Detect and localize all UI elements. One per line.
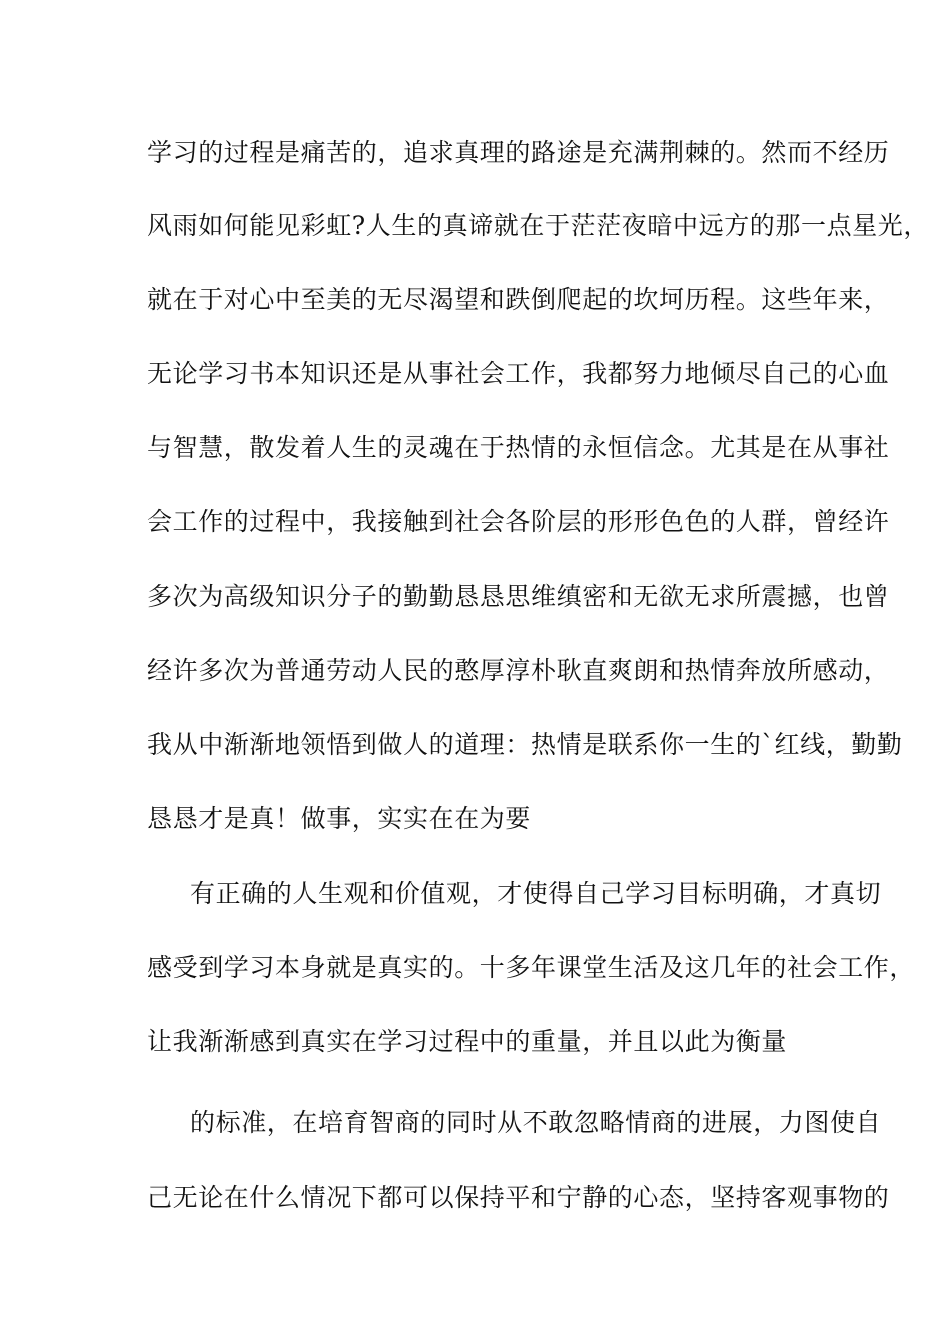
text-line: 学习的过程是痛苦的，追求真理的路途是充满荆棘的。然而不经历	[147, 138, 890, 167]
text-line: 让我渐渐感到真实在学习过程中的重量，并且以此为衡量	[147, 1027, 788, 1056]
text-line: 恳恳才是真！做事，实实在在为要	[147, 804, 532, 833]
text-line: 有正确的人生观和价值观，才使得自己学习目标明确，才真切	[190, 879, 882, 908]
text-line: 我从中渐渐地领悟到做人的道理：热情是联系你一生的`红线，勤勤	[147, 730, 903, 759]
text-line: 多次为高级知识分子的勤勤恳恳思维缜密和无欲无求所震撼，也曾	[147, 582, 890, 611]
text-line: 就在于对心中至美的无尽渴望和跌倒爬起的坎坷历程。这些年来，	[147, 285, 890, 314]
text-line: 风雨如何能见彩虹?人生的真谛就在于茫茫夜暗中远方的那一点星光，	[147, 211, 930, 240]
text-line: 的标准，在培育智商的同时从不敢忽略情商的进展，力图使自	[190, 1108, 882, 1137]
text-line: 会工作的过程中，我接触到社会各阶层的形形色色的人群，曾经许	[147, 507, 890, 536]
text-line: 无论学习书本知识还是从事社会工作，我都努力地倾尽自己的心血	[147, 359, 890, 388]
text-line: 与智慧，散发着人生的灵魂在于热情的永恒信念。尤其是在从事社	[147, 433, 890, 462]
text-line: 己无论在什么情况下都可以保持平和宁静的心态，坚持客观事物的	[147, 1183, 890, 1212]
text-line: 经许多次为普通劳动人民的憨厚淳朴耿直爽朗和热情奔放所感动，	[147, 656, 890, 685]
text-line: 感受到学习本身就是真实的。十多年课堂生活及这几年的社会工作，	[147, 953, 916, 982]
